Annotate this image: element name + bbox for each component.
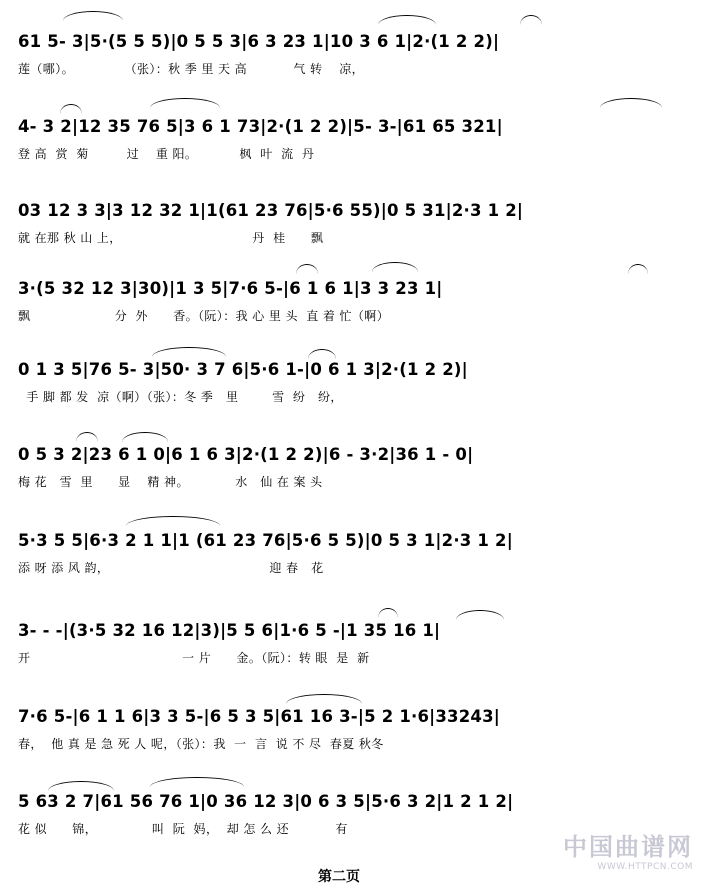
lyrics-line: 春， 他 真 是 急 死 人 呢，（张）：我 一 言 说 不 尽 春夏 秋冬 [18, 737, 384, 751]
slur [48, 781, 114, 791]
slur [76, 432, 98, 442]
slur [122, 432, 168, 442]
score-system-6 [0, 428, 701, 494]
lyrics-line: 手 脚 都 发 凉（啊）（张）：冬 季 里 雪 纷 纷， [18, 390, 343, 404]
notation-line: 5·3 5 5|6·3 2 1 1|1 (61 23 76|5·6 5 5)|0 5 3 1|2·3 1 2| [18, 531, 513, 550]
lyrics-line: 添 呀 添 风 韵， 迎 春 花 [18, 561, 324, 575]
score-system-2 [0, 100, 701, 166]
slur [372, 262, 418, 272]
site-watermark [563, 827, 693, 872]
slur [286, 694, 362, 704]
score-system-3 [0, 184, 701, 250]
slur [628, 264, 648, 274]
notation-line: 0 5 3 2|23 6 1 0|6 1 6 3|2·(1 2 2)|6 - 3·2|36 1 - 0| [18, 445, 474, 464]
page-number-label: 第二页 [318, 869, 360, 885]
slur [520, 15, 542, 25]
slur [378, 15, 436, 25]
notation-line: 4- 3 2|12 35 76 5|3 6 1 73|2·(1 2 2)|5- 3-|61 65 321| [18, 117, 503, 136]
notation-line: 0 1 3 5|76 5- 3|50· 3 7 6|5·6 1-|0 6 1 3|2·(1 2 2)| [18, 360, 468, 379]
notation-line: 5 63 2 7|61 56 76 1|0 36 12 3|0 6 3 5|5·6 3 2|1 2 1 2| [18, 792, 514, 811]
score-system-8 [0, 604, 701, 670]
slur [296, 264, 318, 274]
slur [152, 347, 226, 357]
lyrics-line: 飘 分 外 香。（阮）：我 心 里 头 直 着 忙（啊） [18, 309, 390, 323]
notation-line: 3- - -|(3·5 32 16 12|3)|5 5 6|1·6 5 -|1 35 16 1| [18, 621, 441, 640]
watermark-brand: 中国曲谱网 [563, 833, 693, 861]
lyrics-line: 就 在那 秋 山 上， 丹 桂 飘 [18, 231, 324, 245]
slur [456, 610, 504, 620]
score-system-7 [0, 514, 701, 580]
slur [126, 516, 220, 526]
slur [150, 777, 244, 787]
slur [378, 608, 398, 618]
score-system-5 [0, 343, 701, 409]
score-system-4 [0, 262, 701, 328]
lyrics-line: 开 一 片 金。（阮）：转 眼 是 新 [18, 651, 370, 665]
notation-line: 03 12 3 3|3 12 32 1|1(61 23 76|5·6 55)|0 5 31|2·3 1 2| [18, 201, 524, 220]
score-system-1 [0, 15, 701, 81]
slur [308, 349, 336, 359]
lyrics-line: 梅 花 雪 里 显 精 神。 水 仙 在 案 头 [18, 475, 323, 489]
notation-line: 7·6 5-|6 1 1 6|3 3 5-|6 5 3 5|61 16 3-|5 2 1·6|33243| [18, 707, 501, 726]
slur [600, 98, 662, 108]
notation-line: 61 5- 3|5·(5 5 5)|0 5 5 3|6 3 23 1|10 3 6 1|2·(1 2 2)| [18, 32, 500, 51]
lyrics-line: 莲（哪）。 （张）：秋 季 里 天 高 气 转 凉， [18, 62, 365, 76]
score-system-9 [0, 690, 701, 756]
slur [60, 104, 82, 114]
watermark-url: WWW.HTTPCN.COM [597, 862, 693, 872]
notation-line: 3·(5 32 12 3|30)|1 3 5|7·6 5-|6 1 6 1|3 3 23 1| [18, 279, 443, 298]
slur [63, 11, 123, 21]
lyrics-line: 花 似 锦， 叫 阮 妈， 却 怎 么 还 有 [18, 822, 348, 836]
lyrics-line: 登 高 赏 菊 过 重 阳。 枫 叶 流 丹 [18, 147, 315, 161]
slur [150, 98, 220, 108]
